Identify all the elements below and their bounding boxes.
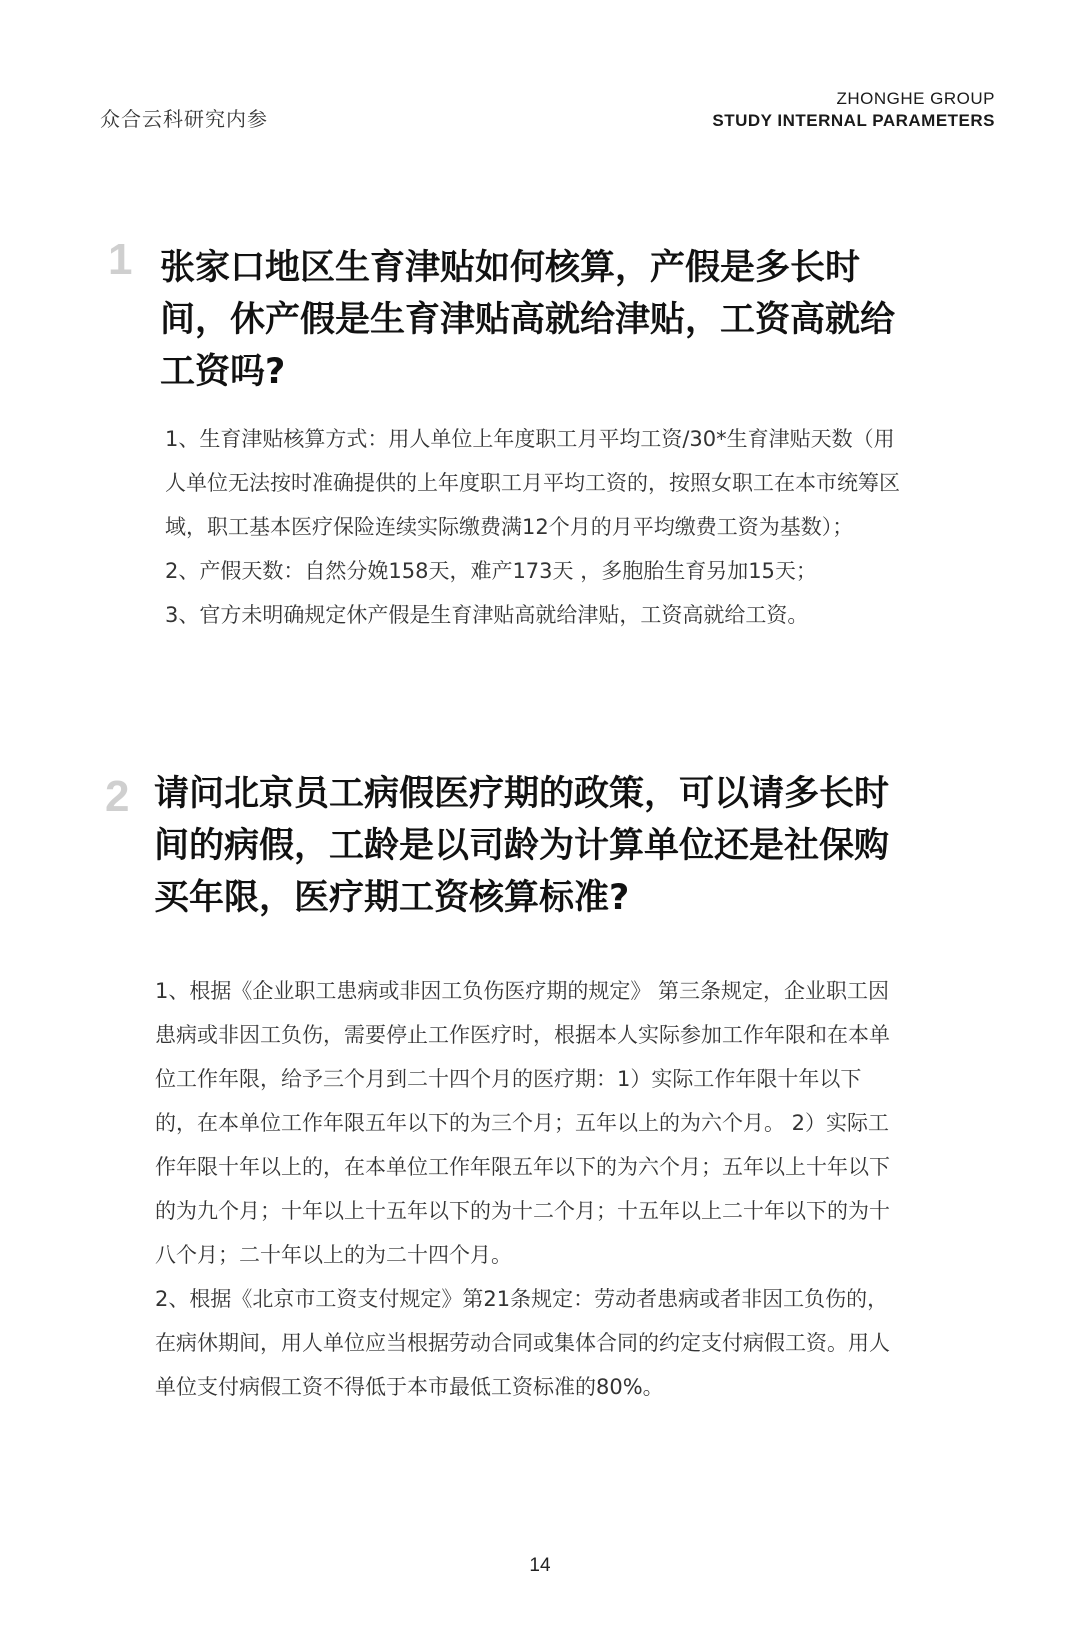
section-1-question: 张家口地区生育津贴如何核算，产假是多长时间，休产假是生育津贴高就给津贴，工资高就给工资吗? bbox=[160, 248, 896, 392]
section-2-number: 2 bbox=[105, 772, 130, 821]
header-right-brand bbox=[712, 88, 995, 132]
header-left-title: 众合云科研究内参 bbox=[100, 107, 268, 131]
section-1-answer bbox=[165, 417, 915, 637]
page-number: 14 bbox=[529, 1555, 551, 1576]
section-2-answer-item-2: 2、根据《北京市工资支付规定》第21条规定：劳动者患病或者非因工负伤的，在病休期间，用人单位应当根据劳动合同或集体合同的约定支付病假工资。用人单位支付病假工资不得低于本市最低工资标准的80%。 bbox=[155, 1287, 890, 1399]
section-1-answer-item-3: 3、官方未明确规定休产假是生育津贴高就给津贴，工资高就给工资。 bbox=[165, 603, 809, 627]
section-1-number: 1 bbox=[108, 235, 133, 284]
section-1-answer-item-2: 2、产假天数：自然分娩158天，难产173天 ，多胞胎生育另加15天； bbox=[165, 559, 817, 583]
section-2-question: 请问北京员工病假医疗期的政策，可以请多长时间的病假，工龄是以司龄为计算单位还是社保购买年限，医疗期工资核算标准? bbox=[154, 774, 890, 918]
section-1-answer-item-1: 1、生育津贴核算方式：用人单位上年度职工月平均工资/30*生育津贴天数（用人单位无法按时准确提供的上年度职工月平均工资的，按照女职工在本市统筹区域，职工基本医疗保险连续实际缴费满12个月的月平均缴费工资为基数）； bbox=[165, 427, 900, 539]
section-2-answer-item-1: 1、根据《企业职工患病或非因工负伤医疗期的规定》 第三条规定，企业职工因患病或非因工负伤，需要停止工作医疗时，根据本人实际参加工作年限和在本单位工作年限，给予三个月到二十四个月的医疗期：1）实际工作年限十年以下的，在本单位工作年限五年以下的为三个月；五年以上的为六个月。 2）实际工作年限十年以上的，在本单位工作年限五年以下的为六个月；五年以上十年以下的为九个月；十年以上十五年以下的为十二个月；十五年以上二十年以下的为十八个月；二十年以上的为二十四个月。 bbox=[155, 979, 890, 1267]
header-brand-line1: ZHONGHE GROUP bbox=[836, 89, 995, 108]
header-brand-line2: STUDY INTERNAL PARAMETERS bbox=[712, 111, 995, 130]
section-2-answer bbox=[155, 969, 900, 1409]
